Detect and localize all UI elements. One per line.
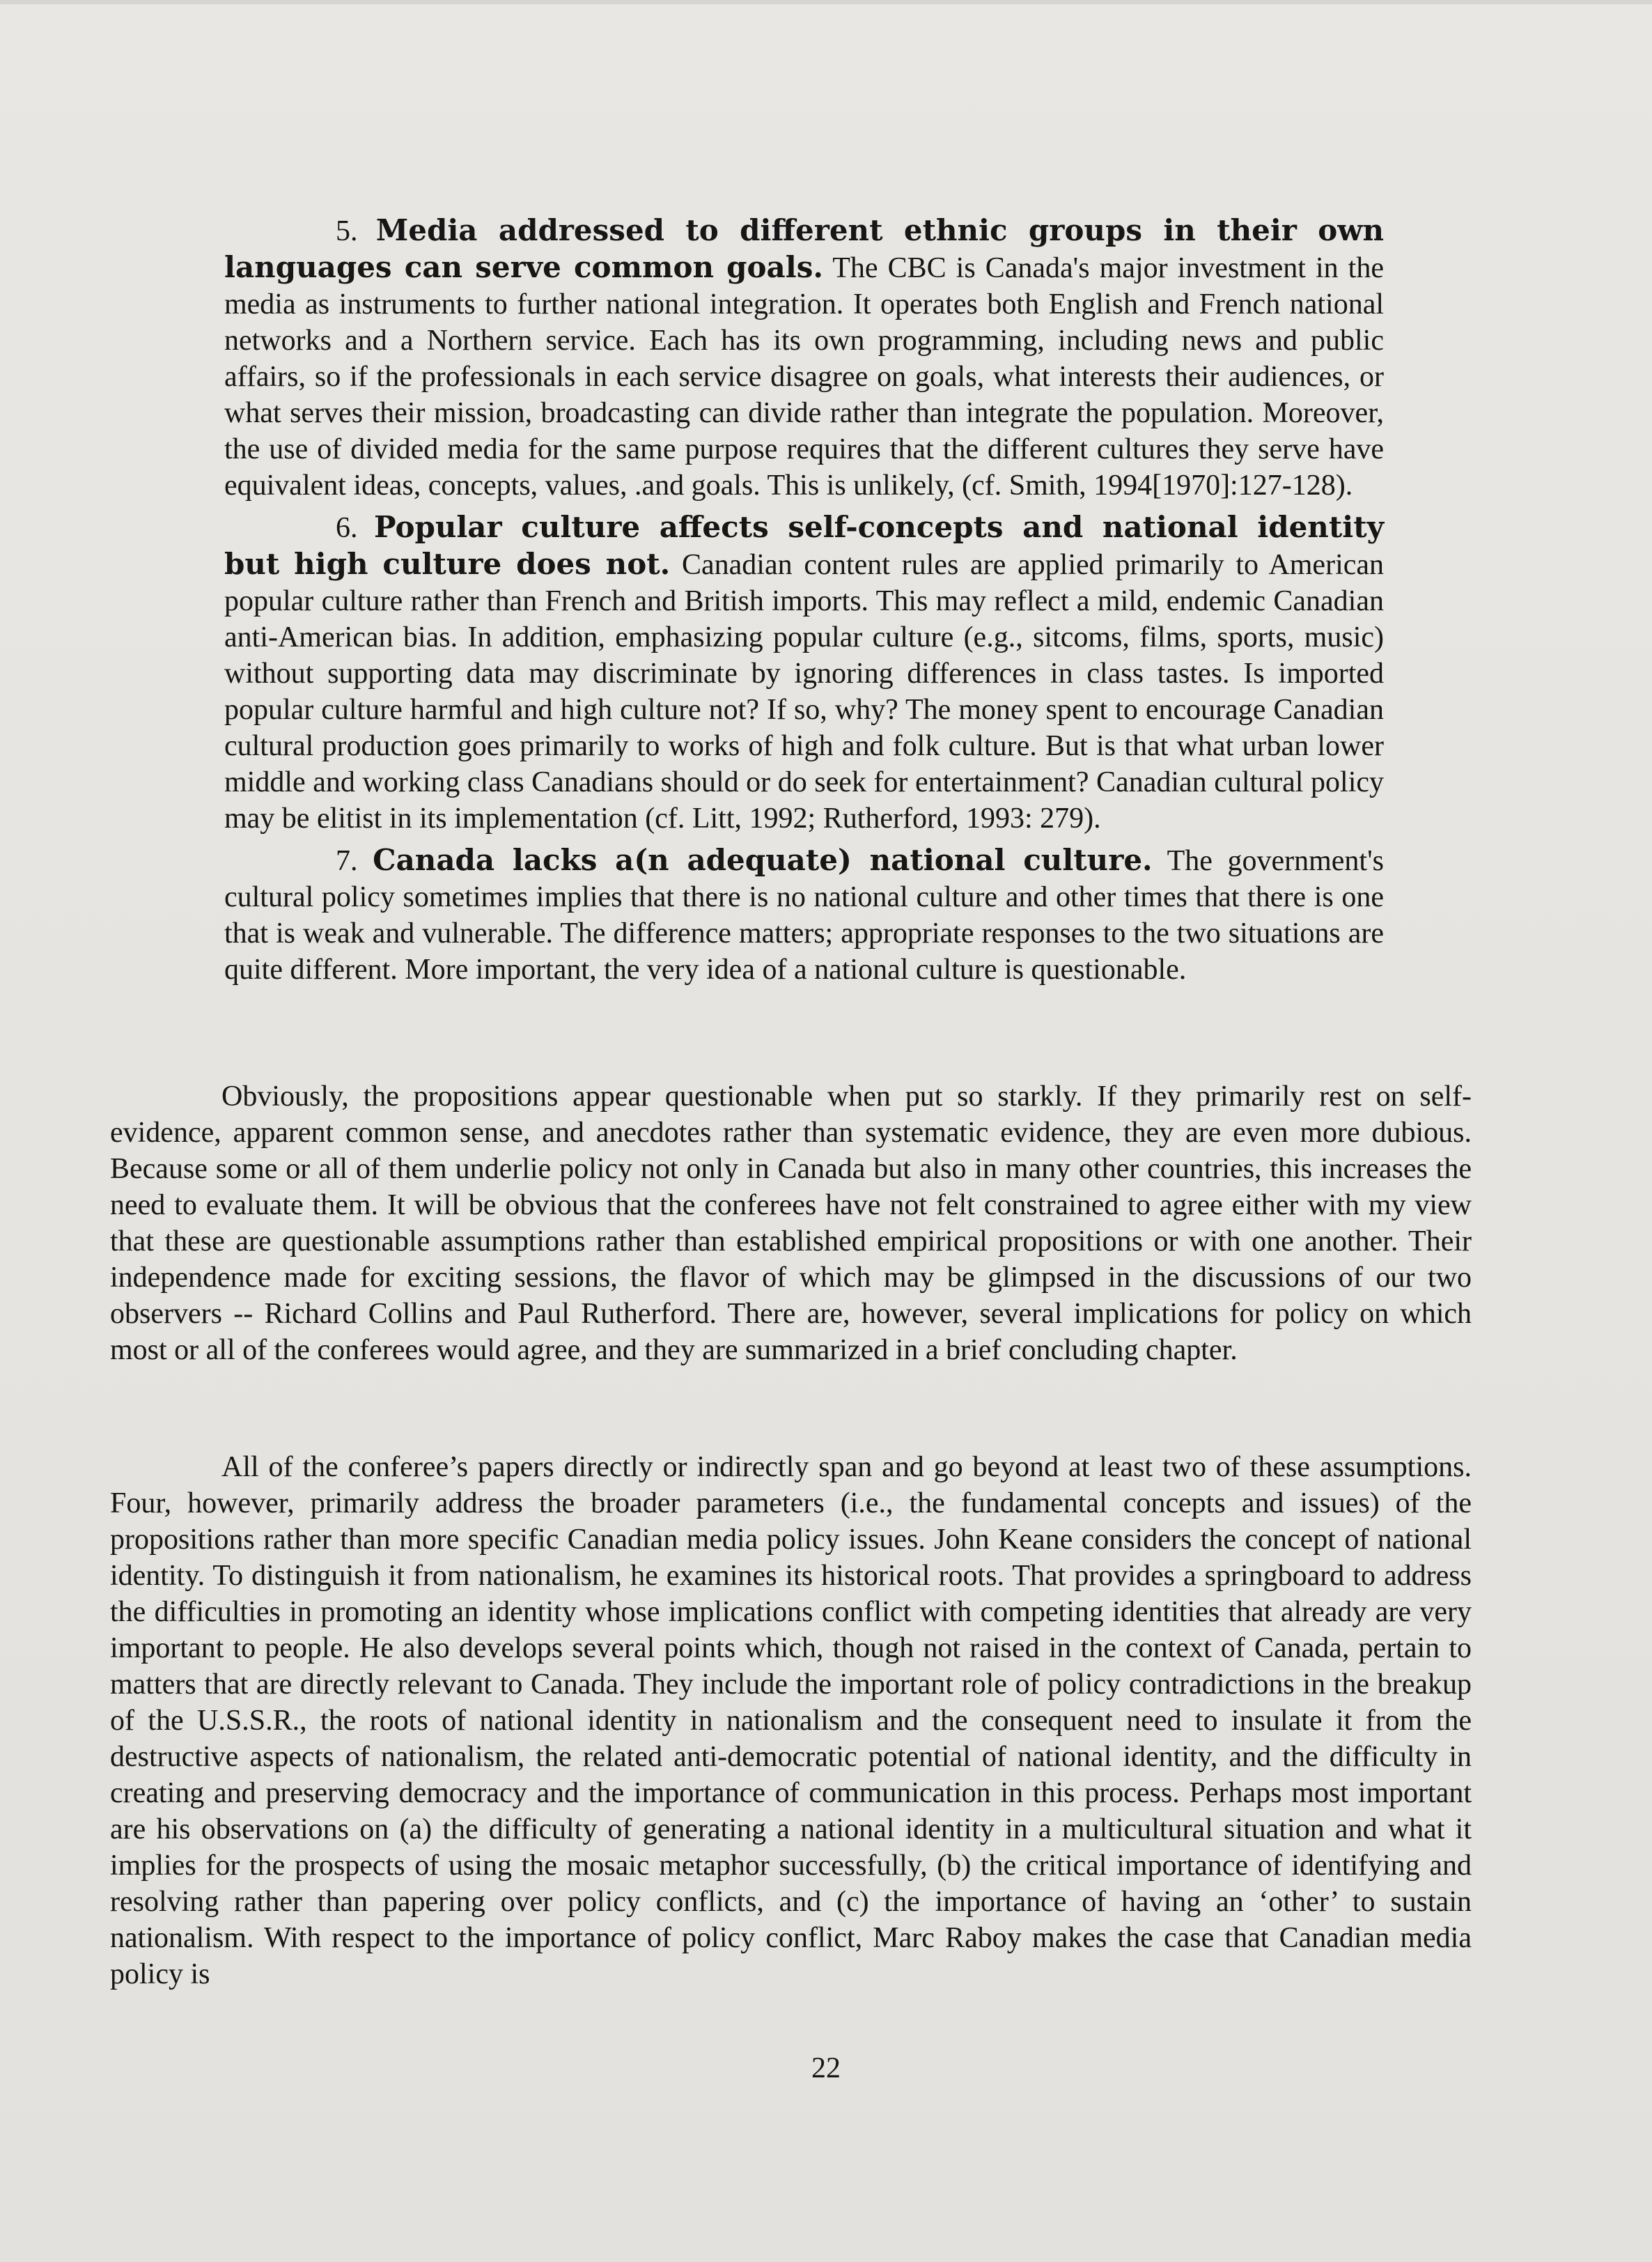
body-paragraph-conferee-papers — [110, 1449, 1472, 1992]
page-top-edge — [0, 0, 1652, 4]
page-number: 22 — [811, 2052, 841, 2084]
proposition-body: Canadian content rules are applied primarily to American popular culture rather than French and British imports. This may reflect a mild, endemic Canadian anti-American bias. In addition, emphasizing popular culture (e.g., sitcoms, films, sports, music) without supporting data may discriminate by ignoring differences in class tastes. Is imported popular culture harmful and high culture not? If so, why? The money spent to encourage Canadian cultural production goes primarily to works of high and folk culture. But is that what urban lower middle and working class Canadians should or do seek for entertainment? Canadian cultural policy may be elitist in its implementation (cf. Litt, 1992; Rutherford, 1993: 279). — [224, 549, 1385, 835]
proposition-body: The CBC is Canada's major investment in the media as instruments to further national integration. It operates both English and French national networks and a Northern service. Each has its own programming, including news and public affairs, so if the professionals in each service disagree on goals, what interests their audiences, or what serves their mission, broadcasting can divide rather than integrate the population. Moreover, the use of divided media for the same purpose requires that the different cultures they serve have equivalent ideas, concepts, values, .and goals. This is unlikely, (cf. Smith, 1994[1970]:127-128). — [224, 252, 1384, 502]
proposition-number: 5. — [336, 215, 358, 247]
proposition-6 — [224, 509, 1384, 837]
body-paragraph-propositions-evaluation — [110, 1078, 1472, 1368]
paragraph-text: All of the conferee’s papers directly or indirectly span and go beyond at least two of these assumptions. Four, however, primarily address the broader parameters (i.e., the fundamental concepts and issues) of the propositions rather than more specific Canadian media policy issues. John Keane considers the concept of national identity. To distinguish it from nationalism, he examines its historical roots. That provides a springboard to address the difficulties in promoting an identity whose implications conflict with competing identities that already are very important to people. He also develops several points which, though not raised in the context of Canada, pertain to matters that are directly relevant to Canada. They include the important role of policy contradictions in the breakup of the U.S.S.R., the roots of national identity in nationalism and the consequent need to insulate it from the destructive aspects of nationalism, the related anti-democratic potential of national identity, and the difficulty in creating and preserving democracy and the importance of communication in this process. Perhaps most important are his observations on (a) the difficulty of generating a national identity in a multicultural situation and what it implies for the prospects of using the mosaic metaphor successfully, (b) the critical importance of identifying and resolving rather than papering over policy conflicts, and (c) the importance of having an ‘other’ to sustain nationalism. With respect to the importance of policy conflict, Marc Raboy makes the case that Canadian media policy is — [110, 1451, 1472, 1990]
proposition-number: 7. — [336, 845, 358, 877]
proposition-number: 6. — [336, 512, 358, 544]
proposition-lead: Media addressed to different ethnic groups in their own languages can serve common goals. — [224, 213, 1385, 284]
proposition-body: The government's cultural policy sometimes implies that there is no national culture and other times that there is one that is weak and vulnerable. The difference matters; appropriate responses to the two situations are quite different. More important, the very idea of a national culture is questionable. — [224, 845, 1385, 986]
proposition-lead: Popular culture affects self-concepts and national identity but high culture does not. — [224, 510, 1384, 581]
propositions-list — [224, 212, 1384, 988]
proposition-7 — [224, 842, 1384, 988]
paragraph-text: Obviously, the propositions appear questionable when put so starkly. If they primarily rest on self-evidence, apparent common sense, and anecdotes rather than systematic evidence, they are even more dubious. Because some or all of them underlie policy not only in Canada but also in many other countries, this increases the need to evaluate them. It will be obvious that the conferees have not felt constrained to agree either with my view that these are questionable assumptions rather than established empirical propositions or with one another. Their independence made for exciting sessions, the flavor of which may be glimpsed in the discussions of our two observers -- Richard Collins and Paul Rutherford. There are, however, several implications for policy on which most or all of the conferees would agree, and they are summarized in a brief concluding chapter. — [110, 1080, 1472, 1366]
proposition-lead: Canada lacks a(n adequate) national culture. — [373, 843, 1153, 877]
proposition-5 — [224, 212, 1384, 504]
